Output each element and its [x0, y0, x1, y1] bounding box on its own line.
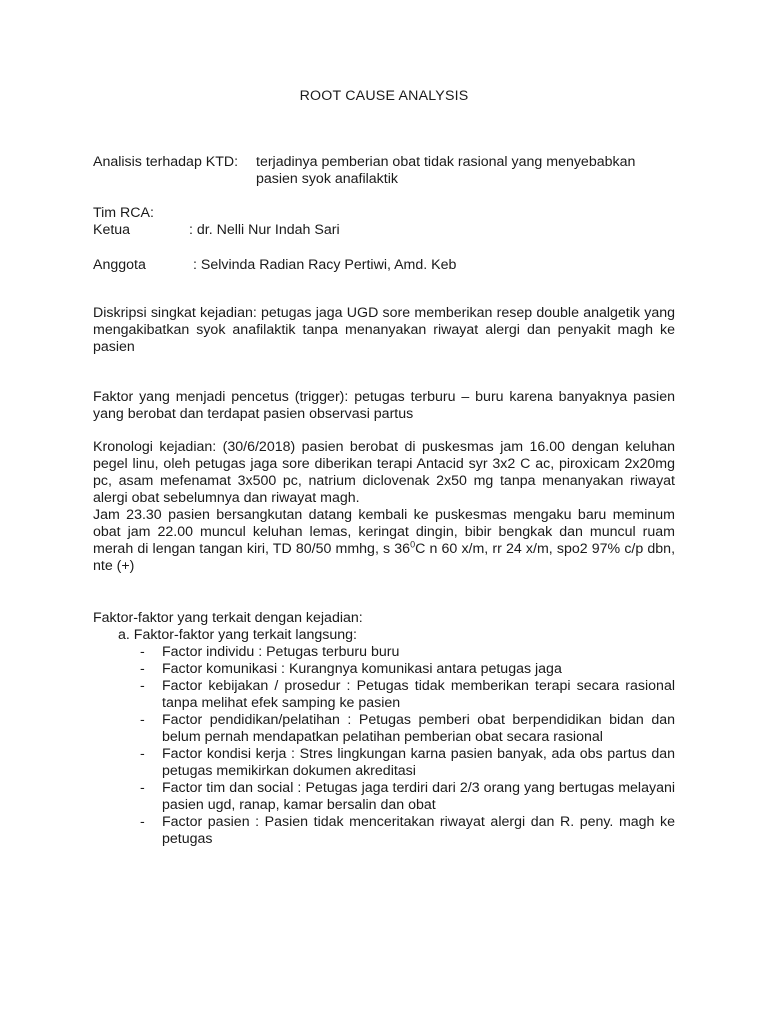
analisis-line-2: pasien syok anafilaktik	[256, 171, 398, 187]
dash-bullet: -	[140, 661, 145, 677]
dash-bullet: -	[140, 780, 145, 796]
ketua-label: Ketua	[93, 222, 131, 238]
kronologi-text-after: C n 60 x/m, rr 24 x/m, spo2 97% c/p dbn, nte (+)	[93, 541, 676, 574]
tim-heading: Tim RCA:	[93, 205, 154, 221]
list-item	[140, 678, 675, 712]
list-item-text: Factor pasien : Pasien tidak menceritakan riwayat alergi dan R. peny. magh ke petugas	[162, 814, 675, 847]
kronologi-paragraph-2	[93, 507, 675, 575]
ketua-value: : dr. Nelli Nur Indah Sari	[189, 222, 340, 238]
dash-bullet: -	[140, 814, 145, 830]
kronologi-paragraph-1: Kronologi kejadian: (30/6/2018) pasien berobat di puskesmas jam 16.00 dengan keluhan pegel linu, oleh petugas jaga sore diberikan terapi Antacid syr 3x2 C ac, piroxicam 2x20mg pc, asam mefenamat 3x500 pc, natrium diclovenak 2x50 mg tanpa menanyakan riwayat alergi obat sebelumnya dan riwayat magh.	[93, 439, 675, 506]
list-item-text: Factor tim dan social : Petugas jaga terdiri dari 2/3 orang yang bertugas melayani pasien ugd, ranap, kamar bersalin dan obat	[162, 780, 675, 813]
analisis-label: Analisis terhadap KTD:	[93, 154, 239, 170]
list-item-text: Factor kebijakan / prosedur : Petugas tidak memberikan terapi secara rasional tanpa melihat efek samping ke pasien	[162, 678, 675, 711]
list-item	[140, 814, 675, 848]
list-item	[140, 644, 675, 661]
list-item-text: Factor kondisi kerja : Stres lingkungan karna pasien banyak, ada obs partus dan petugas memikirkan dokumen akreditasi	[162, 746, 675, 779]
list-item-text: Factor komunikasi : Kurangnya komunikasi antara petugas jaga	[162, 661, 562, 677]
list-item	[140, 746, 675, 780]
deskripsi-paragraph: Diskripsi singkat kejadian: petugas jaga UGD sore memberikan resep double analgetik yang mengakibatkan syok anafilaktik tanpa menanyakan riwayat alergi dan penyakit magh ke pasien	[93, 305, 675, 355]
list-item	[140, 712, 675, 746]
list-item-text: Factor individu : Petugas terburu buru	[162, 644, 400, 660]
faktor-list	[140, 644, 675, 848]
dash-bullet: -	[140, 644, 145, 660]
dash-bullet: -	[140, 746, 145, 762]
anggota-value: : Selvinda Radian Racy Pertiwi, Amd. Keb	[193, 257, 457, 273]
list-item	[140, 661, 675, 678]
anggota-label: Anggota	[93, 257, 146, 273]
page-title: ROOT CAUSE ANALYSIS	[299, 88, 469, 104]
analisis-line-1: terjadinya pemberian obat tidak rasional yang menyebabkan	[256, 154, 636, 170]
kronologi-text-before: Jam 23.30 pasien bersangkutan datang kembali ke puskesmas mengaku baru meminum obat jam 22.00 muncul keluhan lemas, keringat dingin, bibir bengkak dan muncul ruam merah di lengan tangan kiri, TD 80/50 mmhg, s 36	[93, 507, 675, 557]
list-item	[140, 780, 675, 814]
faktor-pencetus-paragraph: Faktor yang menjadi pencetus (trigger): petugas terburu – buru karena banyaknya pasien yang berobat dan terdapat pasien observasi partus	[93, 389, 675, 422]
faktor-terkait-heading: Faktor-faktor yang terkait dengan kejadian:	[93, 610, 363, 626]
degree-superscript: 0	[410, 539, 416, 550]
dash-bullet: -	[140, 678, 145, 694]
list-item-text: Factor pendidikan/pelatihan : Petugas pemberi obat berpendidikan bidan dan belum pernah mendapatkan pelatihan pemberian obat secara rasional	[162, 712, 675, 745]
sub-list-a-heading: a. Faktor-faktor yang terkait langsung:	[118, 627, 357, 643]
dash-bullet: -	[140, 712, 145, 728]
